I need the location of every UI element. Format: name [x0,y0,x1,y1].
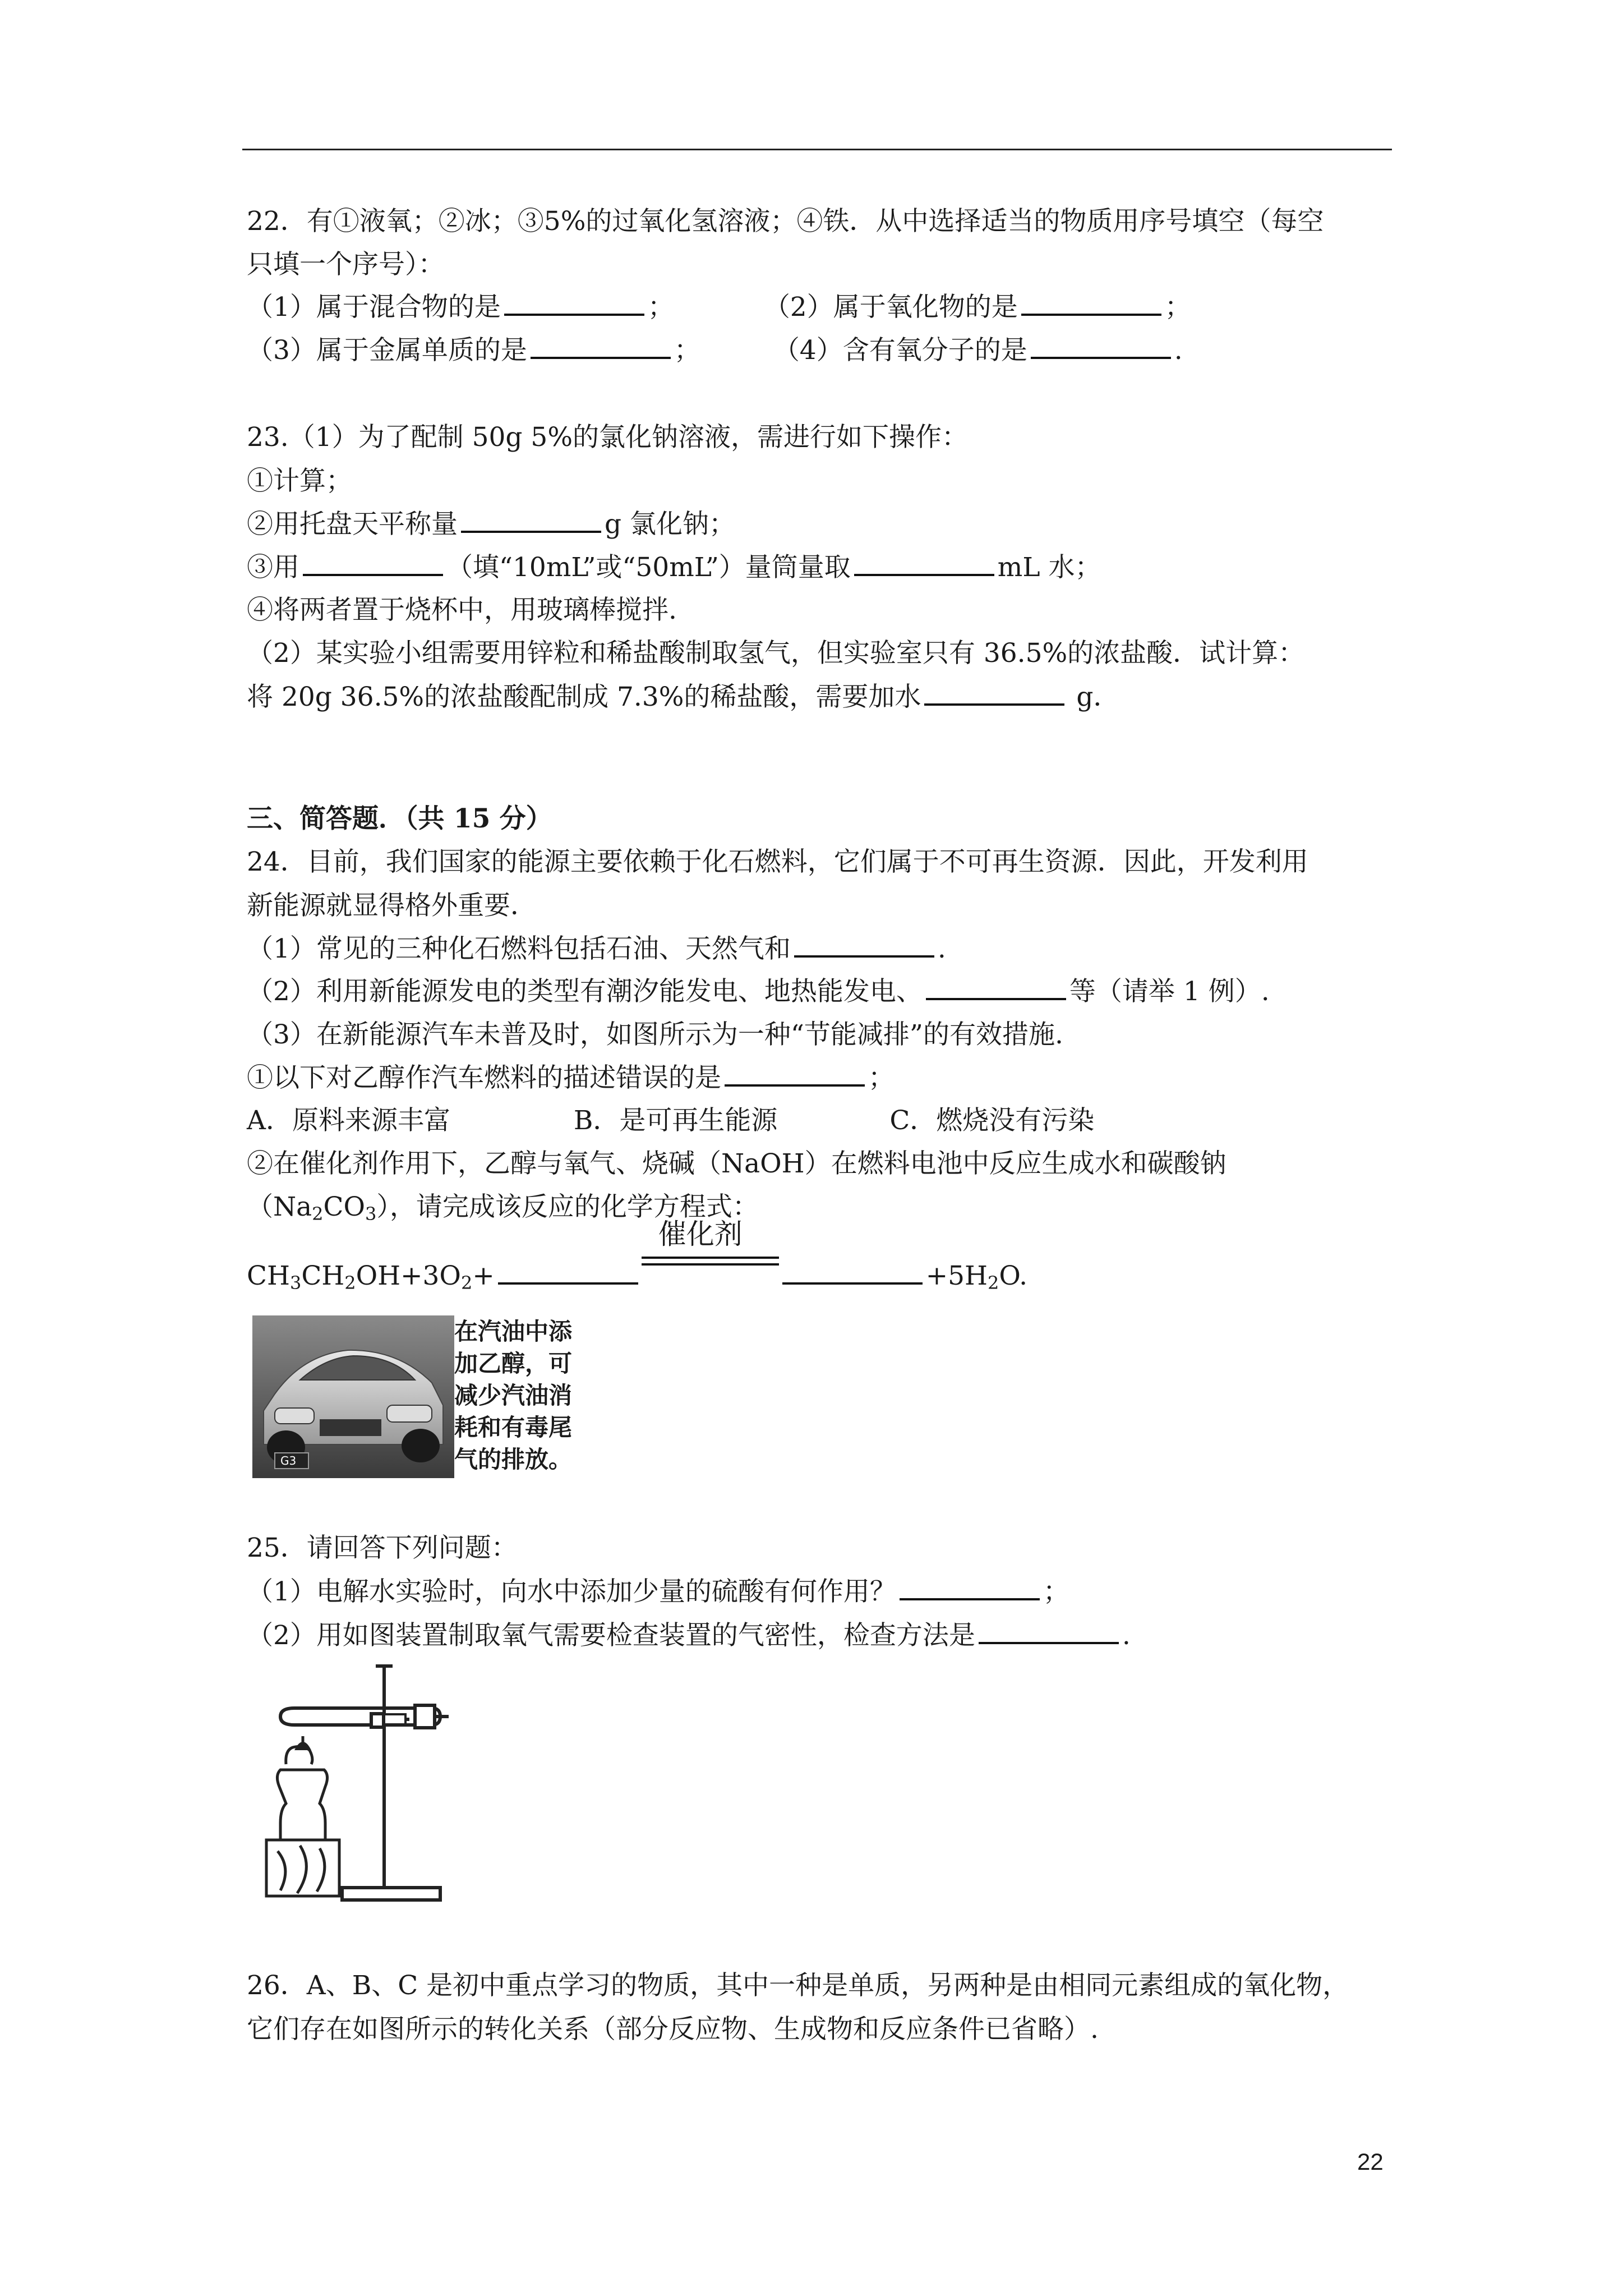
q23-step3-unit: mL 水； [997,552,1101,583]
eq-sub: 2 [988,1272,999,1294]
q22-answer-blank-1[interactable] [504,289,644,316]
q25-part2-end: . [1122,1620,1131,1651]
q22-part2-end: ； [1164,292,1191,323]
q22-part1-end: ； [647,292,674,323]
eq-sub: 2 [344,1272,356,1294]
q24-part2 [247,969,1270,1014]
car-caption [454,1315,583,1478]
catalyst-label: 催化剂 [658,1218,743,1250]
q24-sub2-line1: ②在催化剂作用下，乙醇与氧气、烧碱（NaOH）在燃料电池中反应生成水和碳酸钠 [247,1148,1227,1179]
q26-stem-line1: 26．A、B、C 是初中重点学习的物质，其中一种是单质，另两种是由相同元素组成的氧化物， [247,1970,1349,2001]
q24-formula-part: （Na [247,1191,312,1222]
q24-part2-text: （2）利用新能源发电的类型有潮汐能发电、地热能发电、 [247,976,923,1007]
q24-answer-blank-fuel[interactable] [794,931,934,958]
q23-step3-mid: （填“10mL”或“50mL”）量筒量取 [446,552,851,583]
q24-formula-sub: 3 [365,1203,377,1225]
q24-answer-blank-energy[interactable] [926,973,1066,1000]
q24-stem-line1: 24．目前，我们国家的能源主要依赖于化石燃料，它们属于不可再生资源．因此，开发利用 [247,846,1308,877]
q22-part4-end: . [1174,335,1183,366]
q22-stem-line2: 只填一个序号）： [247,249,445,280]
q22-answer-blank-3[interactable] [531,332,671,359]
q23-step2 [247,502,735,547]
section-title: 三、简答题．（共 15 分） [247,803,552,834]
q25-part2 [247,1613,1131,1658]
q24-part1-text: （1）常见的三种化石燃料包括石油、天然气和 [247,933,791,964]
q24-answer-blank-product[interactable] [782,1258,923,1285]
q24-answer-blank-choice[interactable] [725,1060,865,1087]
q25-part1-text: （1）电解水实验时，向水中添加少量的硫酸有何作用？ [247,1576,896,1607]
car-illustration [252,1315,454,1478]
q23-step4: ④将两者置于烧杯中，用玻璃棒搅拌. [247,595,677,625]
q23-answer-blank-cylinder[interactable] [303,549,443,576]
q24-option-a[interactable]: A．原料来源丰富 [247,1105,450,1136]
q23-step3-text: ③用 [247,552,299,583]
eq-part: OH+3O [356,1260,461,1291]
eq-part: CH [247,1260,290,1291]
oxygen-apparatus-figure [247,1660,460,1907]
q22-answer-blank-4[interactable] [1031,332,1171,359]
q22-part3-end: ； [674,335,700,366]
q23-part2-line1: （2）某实验小组需要用锌粒和稀盐酸制取氢气，但实验室只有 36.5%的浓盐酸．试计算： [247,638,1305,669]
q24-sub1 [247,1056,895,1101]
q24-answer-blank-reactant[interactable] [498,1258,638,1285]
q24-part1 [247,927,946,972]
q23-part2-line2 [247,675,1119,720]
q24-option-c[interactable]: C．燃烧没有污染 [889,1105,1095,1136]
q23-answer-blank-mass[interactable] [461,506,601,533]
eq-part: O. [999,1260,1028,1291]
q24-part3: （3）在新能源汽车未普及时，如图所示为一种“节能减排”的有效措施. [247,1019,1063,1050]
q23-part2-unit: g． [1068,682,1120,712]
header-rule [242,149,1392,150]
apparatus-diagram [247,1660,460,1907]
q25-answer-blank-1[interactable] [900,1573,1040,1600]
q22-part2: （2）属于氧化物的是 [763,292,1018,323]
q22-part1: （1）属于混合物的是 [247,292,501,323]
q26-stem-line2: 它们存在如图所示的转化关系（部分反应物、生成物和反应条件已省略）. [247,2014,1099,2045]
equals-line-bottom [642,1263,779,1266]
q23-step2-unit: g 氯化钠； [605,509,736,540]
q24-equation [247,1218,1028,1299]
q24-formula-sub: 2 [312,1203,324,1225]
caption-line: 减少汽油消 [454,1382,573,1409]
caption-line: 加乙醇，可 [454,1350,573,1377]
q24-option-b[interactable]: B．是可再生能源 [573,1105,778,1136]
q22-part4: （4）含有氧分子的是 [773,335,1027,366]
equals-line-top [642,1257,779,1259]
q25-answer-blank-2[interactable] [979,1617,1119,1644]
car-badge: G3 [280,1454,297,1467]
q22-row2 [247,328,1183,373]
q23-answer-blank-water[interactable] [924,679,1064,706]
q23-step3 [247,545,1101,590]
caption-line: 气的排放。 [454,1446,573,1473]
q22-row1 [247,285,1191,330]
car-photo [252,1315,454,1478]
eq-sub: 2 [460,1272,473,1294]
eq-part: +5H [925,1260,988,1291]
eq-part: + [472,1260,495,1291]
q25-stem: 25．请回答下列问题： [247,1533,518,1563]
q24-part1-end: . [937,933,946,964]
q22-answer-blank-2[interactable] [1021,289,1161,316]
q25-part1 [247,1570,1069,1614]
q24-options [247,1098,1094,1143]
q24-stem-line2: 新能源就显得格外重要． [247,890,537,921]
caption-line: 在汽油中添 [454,1318,573,1345]
q24-sub1-text: ①以下对乙醇作汽车燃料的描述错误的是 [247,1062,721,1093]
q23-stem: 23.（1）为了配制 50g 5%的氯化钠溶液，需进行如下操作： [247,422,968,453]
catalyst-arrow [642,1218,779,1285]
q23-part2-text: 将 20g 36.5%的浓盐酸配制成 7.3%的稀盐酸，需要加水 [247,682,921,712]
q23-step2-text: ②用托盘天平称量 [247,509,458,540]
q22-stem-line1: 22．有①液氧；②冰；③5%的过氧化氢溶液；④铁．从中选择适当的物质用序号填空（每空 [247,206,1324,237]
eq-sub: 3 [289,1272,302,1294]
q24-formula-part: CO [323,1191,366,1222]
page-number: 22 [1357,2148,1384,2175]
caption-line: 耗和有毒尾 [454,1414,573,1441]
eq-part: CH [301,1260,345,1291]
q23-answer-blank-volume[interactable] [854,549,994,576]
q24-part2-end: 等（请举 1 例）. [1069,976,1270,1007]
q25-part1-end: ； [1043,1576,1069,1607]
q24-sub1-end: ； [868,1062,895,1093]
q22-part3: （3）属于金属单质的是 [247,335,527,366]
q23-step1: ①计算； [247,466,352,496]
q24-sub2-text: ），请完成该反应的化学方程式： [376,1191,759,1222]
q25-part2-text: （2）用如图装置制取氧气需要检查装置的气密性，检查方法是 [247,1620,975,1651]
